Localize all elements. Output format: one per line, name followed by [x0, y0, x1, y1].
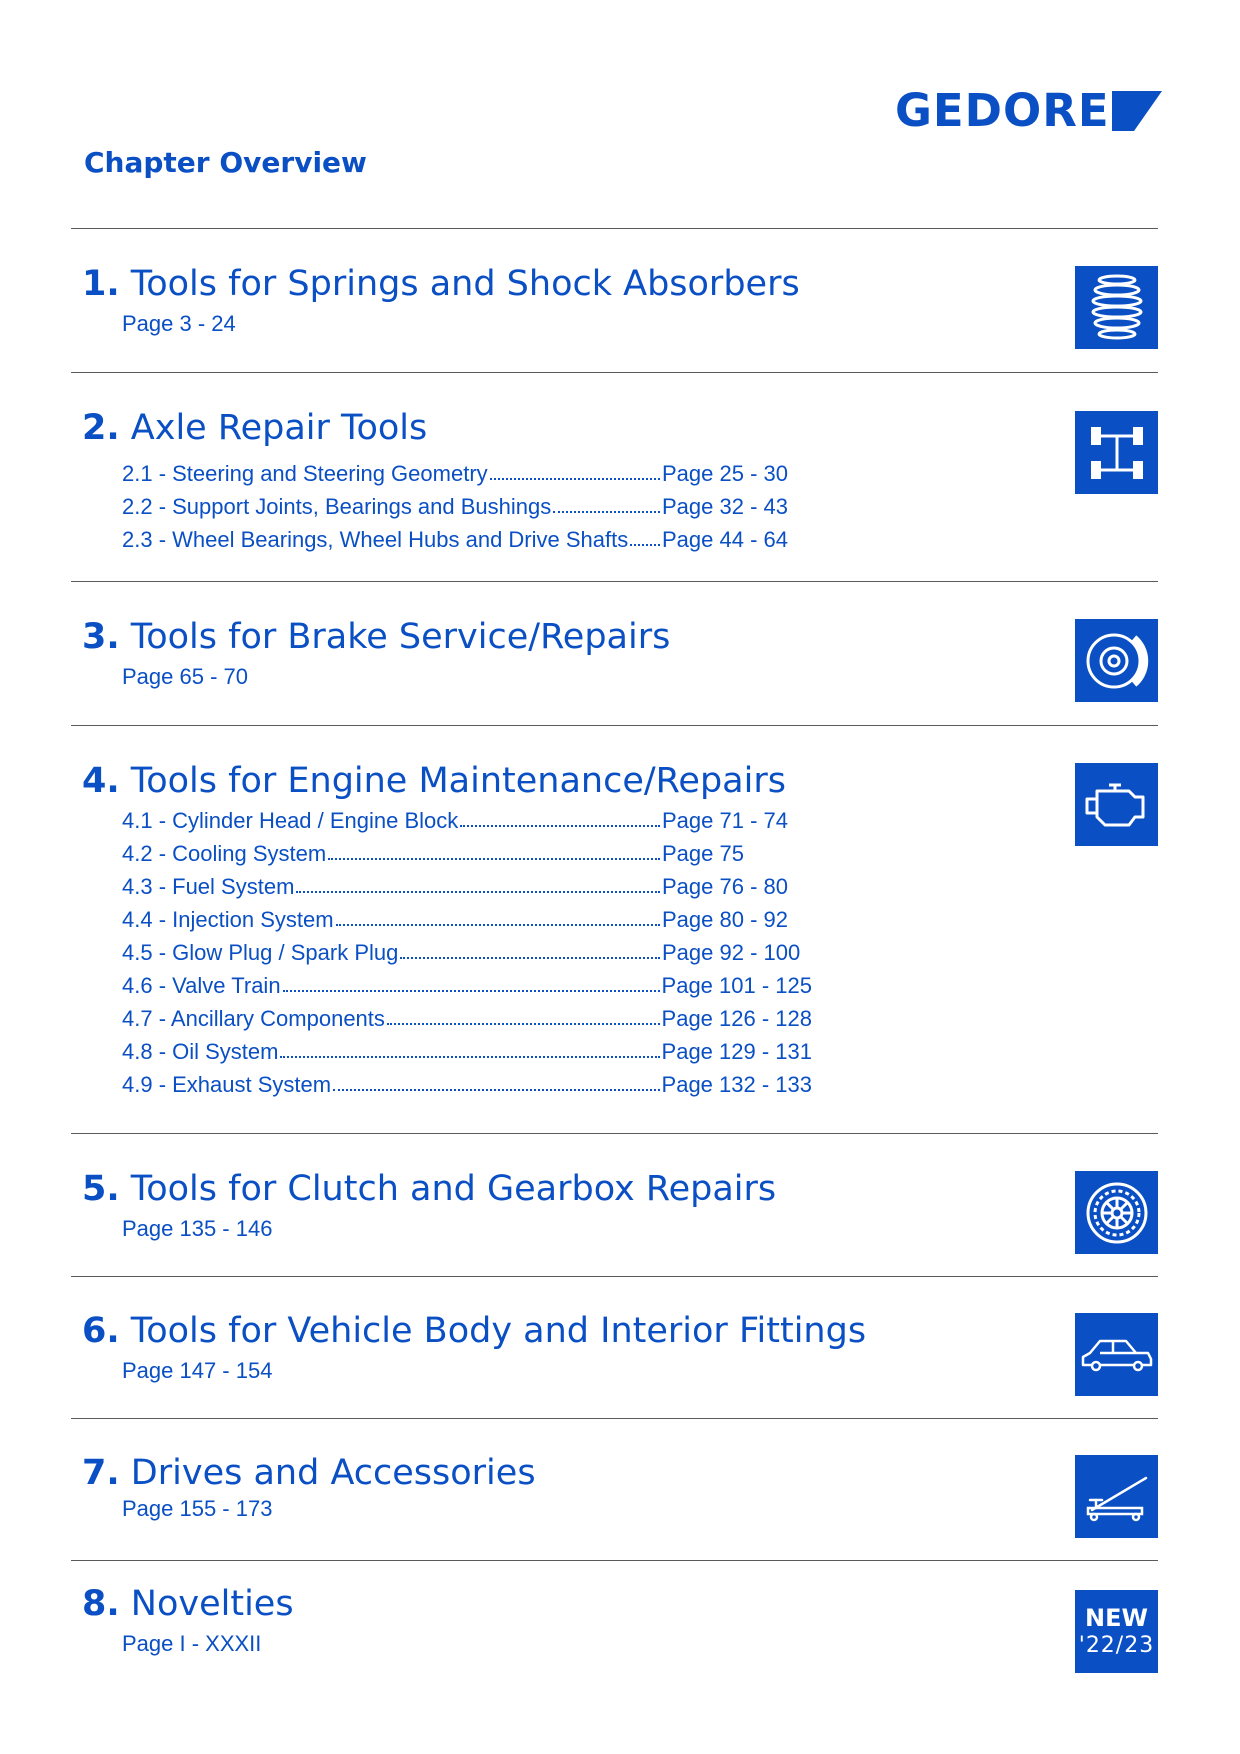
- divider: [71, 228, 1158, 229]
- jack-icon: [1075, 1455, 1158, 1538]
- logo-text: GEDORE: [895, 84, 1110, 137]
- subchapter-item[interactable]: 4.7 - Ancillary Components Page 126 - 128: [122, 1002, 812, 1035]
- chapter-page: Page 3 - 24: [122, 311, 236, 336]
- chapter-title: 4. Tools for Engine Maintenance/Repairs: [82, 761, 786, 801]
- divider: [71, 581, 1158, 582]
- chapter-title: 1. Tools for Springs and Shock Absorbers: [82, 264, 800, 304]
- badge-line-2: '22/23: [1078, 1632, 1155, 1658]
- chapter-title: 5. Tools for Clutch and Gearbox Repairs: [82, 1169, 777, 1209]
- subchapter-item[interactable]: 4.4 - Injection System Page 80 - 92: [122, 903, 812, 936]
- chapter-3[interactable]: [82, 616, 670, 692]
- subchapter-item[interactable]: 4.2 - Cooling System Page 75: [122, 837, 812, 870]
- chapter-page: Page 147 - 154: [122, 1358, 273, 1383]
- engine-icon: [1075, 763, 1158, 846]
- subchapter-item[interactable]: 4.6 - Valve Train Page 101 - 125: [122, 969, 812, 1002]
- divider: [71, 372, 1158, 373]
- gedore-logo: [895, 84, 1162, 137]
- divider: [71, 1560, 1158, 1561]
- chapter-page: Page 135 - 146: [122, 1216, 273, 1241]
- divider: [71, 725, 1158, 726]
- spring-icon: [1075, 266, 1158, 349]
- divider: [71, 1418, 1158, 1419]
- clutch-icon: [1075, 1171, 1158, 1254]
- chapter-8[interactable]: [82, 1583, 294, 1659]
- subchapter-item[interactable]: 4.1 - Cylinder Head / Engine Block Page 71 - 74: [122, 804, 812, 837]
- chapter-4[interactable]: [82, 760, 812, 1101]
- subchapter-item[interactable]: 4.3 - Fuel System Page 76 - 80: [122, 870, 812, 903]
- chapter-page: Page 65 - 70: [122, 664, 248, 689]
- divider: [71, 1133, 1158, 1134]
- chapter-title: 8. Novelties: [82, 1584, 294, 1624]
- subchapter-item[interactable]: 4.8 - Oil System Page 129 - 131: [122, 1035, 812, 1068]
- subchapter-item[interactable]: 2.2 - Support Joints, Bearings and Bushings Page 32 - 43: [122, 490, 812, 523]
- chapter-7[interactable]: [82, 1452, 536, 1524]
- subchapter-item[interactable]: 4.5 - Glow Plug / Spark Plug Page 92 - 100: [122, 936, 812, 969]
- subchapter-item[interactable]: 2.1 - Steering and Steering Geometry Page 25 - 30: [122, 457, 812, 490]
- chapter-title: 7. Drives and Accessories: [82, 1453, 536, 1493]
- chapter-title: 2. Axle Repair Tools: [82, 408, 428, 448]
- car-body-icon: [1075, 1313, 1158, 1396]
- chapter-page: Page I - XXXII: [122, 1631, 262, 1656]
- chapter-page: Page 155 - 173: [122, 1496, 273, 1521]
- subchapter-item[interactable]: 4.9 - Exhaust System Page 132 - 133: [122, 1068, 812, 1101]
- chapter-6[interactable]: [82, 1310, 866, 1386]
- subchapter-item[interactable]: 2.3 - Wheel Bearings, Wheel Hubs and Drive Shafts Page 44 - 64: [122, 523, 812, 556]
- brake-disc-icon: [1075, 619, 1158, 702]
- page-title: Chapter Overview: [84, 146, 367, 179]
- logo-wedge-icon: [1112, 91, 1162, 131]
- chapter-2[interactable]: [82, 407, 812, 556]
- chapter-1[interactable]: [82, 263, 800, 339]
- divider: [71, 1276, 1158, 1277]
- badge-line-1: NEW: [1085, 1603, 1148, 1632]
- chapter-title: 3. Tools for Brake Service/Repairs: [82, 617, 671, 657]
- chapter-title: 6. Tools for Vehicle Body and Interior Fittings: [82, 1311, 867, 1351]
- axle-icon: [1075, 411, 1158, 494]
- chapter-5[interactable]: [82, 1168, 776, 1244]
- new-badge-icon: [1075, 1590, 1158, 1673]
